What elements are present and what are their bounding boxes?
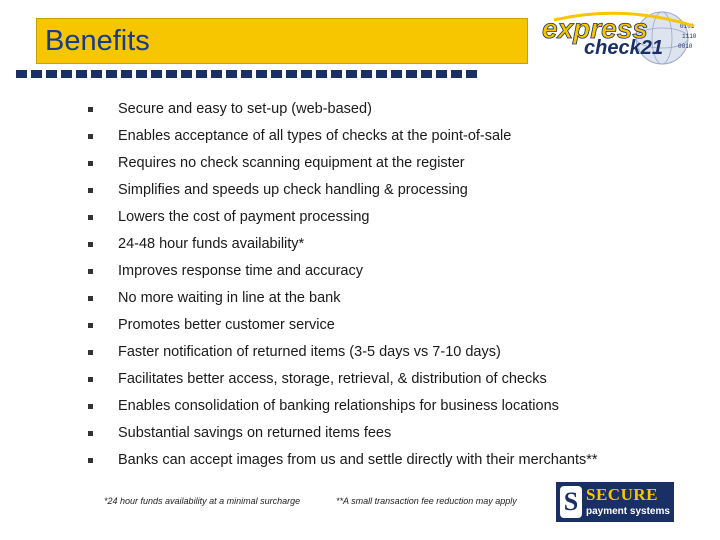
- secure-logo-word: SECURE: [586, 485, 658, 504]
- footnote-funds: *24 hour funds availability at a minimal surcharge: [104, 496, 301, 506]
- square-bullet-icon: [88, 296, 93, 301]
- svg-text:0010: 0010: [678, 43, 693, 50]
- express-check21-logo: [534, 8, 710, 72]
- payment-systems-logo-word: payment systems: [586, 506, 670, 517]
- check21-logo-word: check21: [584, 37, 663, 59]
- square-bullet-icon: [88, 404, 93, 409]
- secure-s-mark: S: [560, 486, 582, 518]
- square-bullet-icon: [88, 323, 93, 328]
- square-bullet-icon: [88, 458, 93, 463]
- express-logo-word: express: [542, 13, 648, 44]
- square-bullet-icon: [88, 350, 93, 355]
- square-bullet-icon: [88, 215, 93, 220]
- svg-text:0101: 0101: [680, 23, 695, 30]
- decorative-dash-row: [16, 70, 477, 78]
- footnote-fee: **A small transaction fee reduction may apply: [336, 496, 517, 506]
- square-bullet-icon: [88, 107, 93, 112]
- square-bullet-icon: [88, 431, 93, 436]
- secure-payment-systems-logo: [556, 482, 674, 522]
- square-bullet-icon: [88, 377, 93, 382]
- slide-title: Benefits: [45, 25, 150, 57]
- title-bar: [36, 18, 528, 64]
- square-bullet-icon: [88, 161, 93, 166]
- square-bullet-icon: [88, 188, 93, 193]
- square-bullet-icon: [88, 269, 93, 274]
- square-bullet-icon: [88, 134, 93, 139]
- svg-text:1110: 1110: [682, 33, 697, 40]
- square-bullet-icon: [88, 242, 93, 247]
